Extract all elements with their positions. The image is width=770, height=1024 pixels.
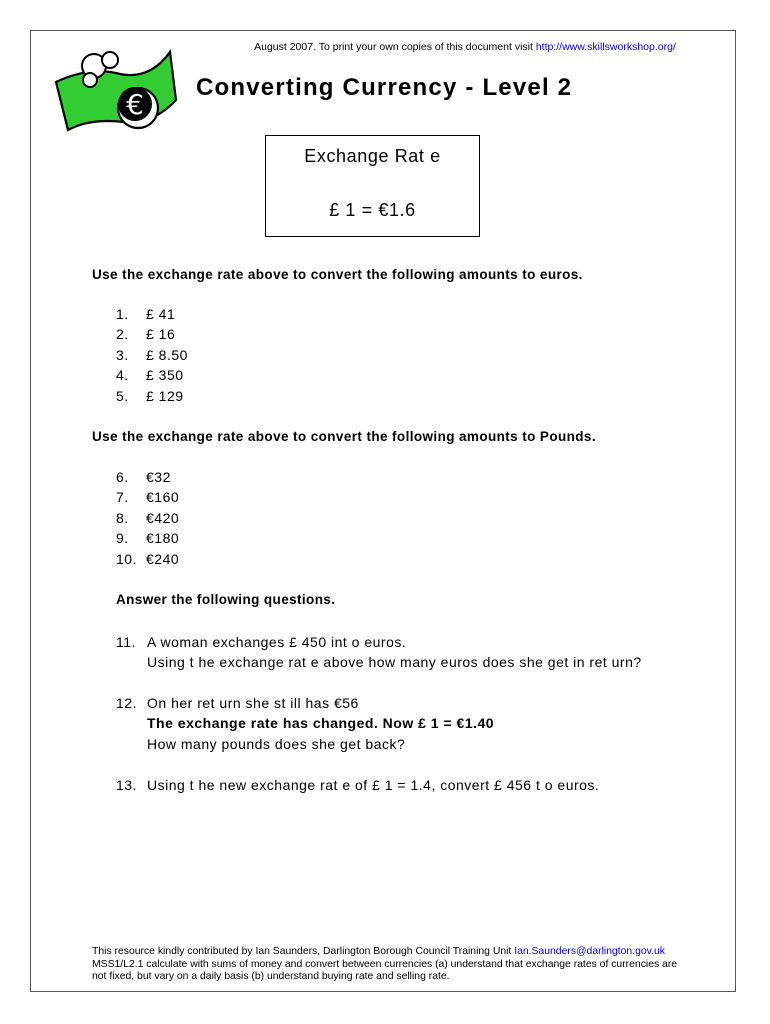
- question-number: 13.: [116, 777, 137, 793]
- question-11: [116, 632, 642, 673]
- item-amount: £ 8.50: [146, 346, 188, 363]
- footer-credit: This resource kindly contributed by Ian Saunders, Darlington Borough Council Training Unit: [92, 946, 515, 957]
- question-text: Using t he exchange rat e above how many euros does she get in ret urn?: [147, 654, 642, 671]
- item-number: 7.: [116, 489, 129, 506]
- question-13: [116, 775, 599, 795]
- footer: [92, 946, 682, 984]
- question-text: How many pounds does she get back?: [147, 735, 406, 752]
- item-number: 4.: [116, 367, 129, 384]
- question-12: [116, 693, 494, 754]
- question-text-bold: The exchange rate has changed. Now £ 1 = €1.40: [147, 715, 495, 732]
- item-number: 5.: [116, 387, 129, 404]
- item-number: 3.: [116, 346, 129, 363]
- question-number: 12.: [116, 695, 137, 711]
- section1-instruction: Use the exchange rate above to convert the following amounts to euros.: [92, 267, 583, 282]
- item-number: 10.: [116, 550, 137, 567]
- header-link[interactable]: http://www.skillsworkshop.org/: [535, 41, 676, 53]
- item-number: 1.: [116, 306, 129, 322]
- exchange-rate-value: £ 1 = €1.6: [329, 200, 416, 220]
- item-amount: £ 350: [146, 367, 184, 384]
- item-amount: €32: [146, 469, 171, 485]
- item-amount: £ 41: [146, 306, 176, 322]
- section2-instruction: Use the exchange rate above to convert the following amounts to Pounds.: [92, 429, 596, 444]
- page-title: Converting Currency - Level 2: [196, 74, 573, 101]
- item-amount: €420: [146, 509, 180, 526]
- euro-banknote-icon: [50, 44, 180, 134]
- exchange-rate-label: Exchange Rat e: [304, 146, 441, 166]
- item-amount: €180: [146, 530, 180, 547]
- exchange-rate-box: [265, 135, 480, 237]
- euro-symbol: €: [126, 88, 144, 121]
- item-amount: €240: [146, 550, 180, 567]
- section3-instruction: Answer the following questions.: [116, 592, 336, 607]
- item-amount: £ 129: [146, 387, 184, 404]
- footer-email-link[interactable]: Ian.Saunders@darlington.gov.uk: [514, 946, 665, 957]
- item-number: 8.: [116, 509, 129, 526]
- question-text: Using t he new exchange rat e of £ 1 = 1.4, convert £ 456 t o euros.: [147, 777, 600, 793]
- item-amount: €160: [146, 489, 180, 506]
- item-amount: £ 16: [146, 326, 176, 343]
- item-number: 9.: [116, 530, 129, 547]
- footer-curriculum: MSS1/L2.1 calculate with sums of money and convert between currencies (a) understand that exchange rates of currencies are not fixed, but vary on a daily basis (b) understand buying rate and selling rate.: [92, 958, 678, 983]
- question-text: A woman exchanges £ 450 int o euros.: [147, 634, 407, 650]
- item-number: 6.: [116, 469, 129, 485]
- item-number: 2.: [116, 326, 129, 343]
- question-number: 11.: [116, 634, 136, 650]
- question-text: On her ret urn she st ill has €56: [147, 695, 359, 711]
- header-note-text: August 2007. To print your own copies of this document visit: [254, 41, 536, 53]
